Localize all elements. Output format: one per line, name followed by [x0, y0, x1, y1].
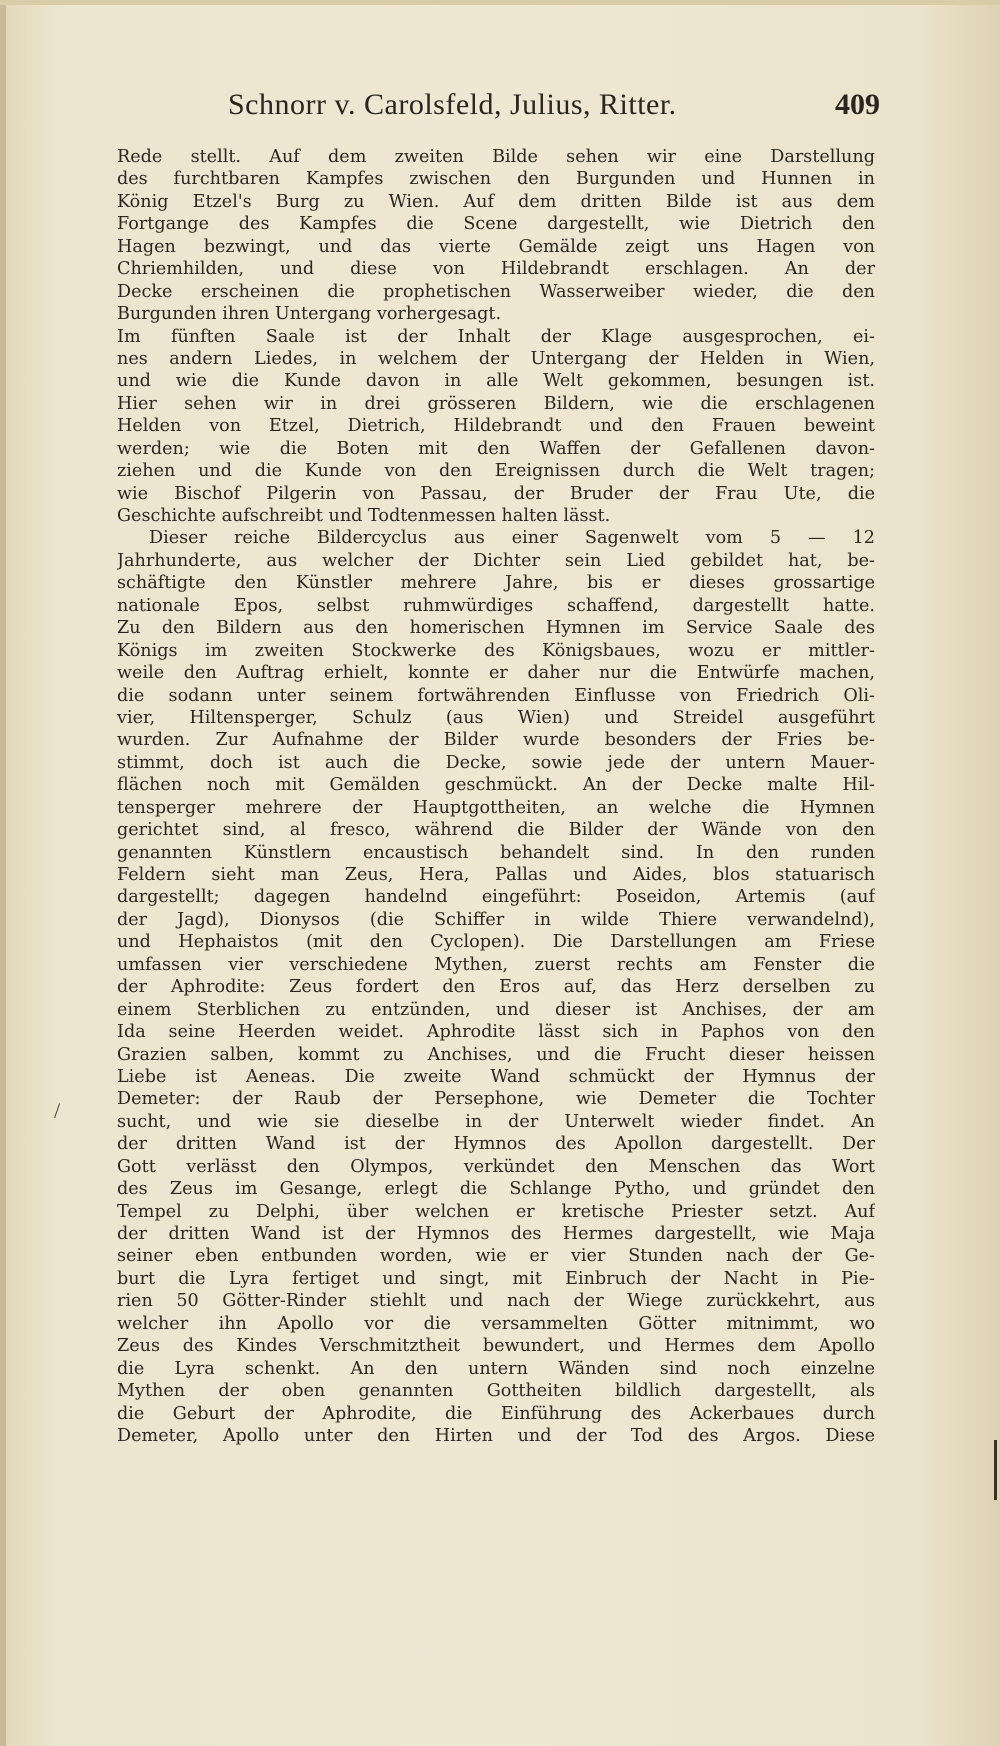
text-line: genannten Künstlern encaustisch behandelt sind. In den runden	[117, 842, 875, 863]
text-line: die Geburt der Aphrodite, die Einführung des Ackerbaues durch	[117, 1403, 875, 1424]
text-line: werden; wie die Boten mit den Waffen der Gefallenen davon-	[117, 438, 875, 459]
text-line: seiner eben entbunden worden, wie er vier Stunden nach der Ge-	[117, 1246, 875, 1267]
text-line: Helden von Etzel, Dietrich, Hildebrandt und den Frauen beweint	[117, 416, 875, 437]
text-line: Zeus des Kindes Verschmitztheit bewundert, und Hermes dem Apollo	[117, 1336, 875, 1357]
text-line: Mythen der oben genannten Gottheiten bildlich dargestellt, als	[117, 1381, 875, 1402]
text-line: dargestellt; dagegen handelnd eingeführt: Poseidon, Artemis (auf	[117, 887, 875, 908]
body-text	[117, 146, 875, 1447]
text-line: burt die Lyra fertiget und singt, mit Einbruch der Nacht in Pie-	[117, 1268, 875, 1289]
text-line: König Etzel's Burg zu Wien. Auf dem dritten Bilde ist aus dem	[117, 191, 875, 212]
running-title: Schnorr v. Carolsfeld, Julius, Ritter.	[228, 88, 677, 121]
page-edge-mark	[994, 1440, 997, 1500]
text-line: nationale Epos, selbst ruhmwürdiges schaffend, dargestellt hatte.	[117, 595, 875, 616]
text-line: welcher ihn Apollo vor die versammelten Götter mitnimmt, wo	[117, 1313, 875, 1334]
text-line: Demeter: der Raub der Persephone, wie Demeter die Tochter	[117, 1089, 875, 1110]
text-line: Hier sehen wir in drei grösseren Bildern, wie die erschlagenen	[117, 393, 875, 414]
text-line: und Hephaistos (mit den Cyclopen). Die Darstellungen am Friese	[117, 932, 875, 953]
text-line: Chriemhilden, und diese von Hildebrandt erschlagen. An der	[117, 259, 875, 280]
text-line: Ida seine Heerden weidet. Aphrodite lässt sich in Paphos von den	[117, 1022, 875, 1043]
text-line: schäftigte den Künstler mehrere Jahre, bis er dieses grossartige	[117, 573, 875, 594]
text-line: Geschichte aufschreibt und Todtenmessen halten lässt.	[117, 506, 611, 526]
text-line: flächen noch mit Gemälden geschmückt. An der Decke malte Hil-	[117, 775, 875, 796]
text-line: der Jagd), Dionysos (die Schiffer in wilde Thiere verwandelnd),	[117, 909, 875, 930]
page-top-edge	[0, 0, 1000, 5]
text-line: und wie die Kunde davon in alle Welt gekommen, besungen ist.	[117, 371, 875, 392]
text-line: Decke erscheinen die prophetischen Wasserweiber wieder, die den	[117, 281, 875, 302]
text-line: Zu den Bildern aus den homerischen Hymnen im Service Saale des	[117, 618, 875, 639]
text-line: Grazien salben, kommt zu Anchises, und die Frucht dieser heissen	[117, 1044, 875, 1065]
text-line: Dieser reiche Bildercyclus aus einer Sagenwelt vom 5 — 12	[149, 528, 875, 549]
text-line: vier, Hiltensperger, Schulz (aus Wien) und Streidel ausgeführt	[117, 707, 875, 728]
text-line: Gott verlässt den Olympos, verkündet den Menschen das Wort	[117, 1156, 875, 1177]
text-line: weile den Auftrag erhielt, konnte er daher nur die Entwürfe machen,	[117, 663, 875, 684]
text-line: die sodann unter seinem fortwährenden Einflusse von Friedrich Oli-	[117, 685, 875, 706]
text-line: Demeter, Apollo unter den Hirten und der Tod des Argos. Diese	[117, 1425, 875, 1446]
page-number: 409	[835, 88, 880, 121]
page-left-edge	[0, 0, 6, 1746]
text-line: die Lyra schenkt. An den untern Wänden sind noch einzelne	[117, 1358, 875, 1379]
margin-pencil-mark: /	[54, 1098, 61, 1123]
text-line: nes andern Liedes, in welchem der Untergang der Helden in Wien,	[117, 348, 875, 369]
text-line: rien 50 Götter-Rinder stiehlt und nach der Wiege zurückkehrt, aus	[117, 1291, 875, 1312]
text-line: ziehen und die Kunde von den Ereignissen durch die Welt tragen;	[117, 461, 875, 482]
text-line: einem Sterblichen zu entzünden, und dieser ist Anchises, der am	[117, 999, 875, 1020]
text-line: Königs im zweiten Stockwerke des Königsbaues, wozu er mittler-	[117, 640, 875, 661]
text-line: Burgunden ihren Untergang vorhergesagt.	[117, 304, 502, 325]
text-line: Tempel zu Delphi, über welchen er kretische Priester setzt. Auf	[117, 1201, 875, 1222]
text-line: gerichtet sind, al fresco, während die Bilder der Wände von den	[117, 820, 875, 841]
text-line: umfassen vier verschiedene Mythen, zuerst rechts am Fenster die	[117, 954, 875, 975]
text-line: Feldern sieht man Zeus, Hera, Pallas und Aides, blos statuarisch	[117, 865, 875, 885]
text-line: tensperger mehrere der Hauptgottheiten, an welche die Hymnen	[117, 797, 875, 818]
text-line: Jahrhunderte, aus welcher der Dichter sein Lied gebildet hat, be-	[117, 550, 875, 571]
text-line: Rede stellt. Auf dem zweiten Bilde sehen wir eine Darstellung	[117, 147, 875, 167]
text-line: Im fünften Saale ist der Inhalt der Klage ausgesprochen, ei-	[117, 326, 875, 347]
text-line: der Aphrodite: Zeus fordert den Eros auf, das Herz derselben zu	[117, 977, 875, 998]
text-line: der dritten Wand ist der Hymnos des Apollon dargestellt. Der	[117, 1134, 875, 1155]
text-line: stimmt, doch ist auch die Decke, sowie jede der untern Mauer-	[117, 752, 875, 773]
text-line: Hagen bezwingt, und das vierte Gemälde zeigt uns Hagen von	[117, 236, 875, 257]
text-line: der dritten Wand ist der Hymnos des Hermes dargestellt, wie Maja	[117, 1224, 875, 1244]
text-line: des Zeus im Gesange, erlegt die Schlange Pytho, und gründet den	[117, 1179, 875, 1200]
text-line: sucht, und wie sie dieselbe in der Unterwelt wieder findet. An	[117, 1111, 875, 1132]
text-line: wie Bischof Pilgerin von Passau, der Bruder der Frau Ute, die	[117, 483, 875, 504]
text-line: Fortgange des Kampfes die Scene dargestellt, wie Dietrich den	[117, 214, 875, 235]
text-line: Liebe ist Aeneas. Die zweite Wand schmückt der Hymnus der	[117, 1066, 875, 1087]
text-line: wurden. Zur Aufnahme der Bilder wurde besonders der Fries be-	[117, 730, 875, 751]
running-header	[120, 88, 880, 132]
text-line: des furchtbaren Kampfes zwischen den Burgunden und Hunnen in	[117, 169, 875, 190]
